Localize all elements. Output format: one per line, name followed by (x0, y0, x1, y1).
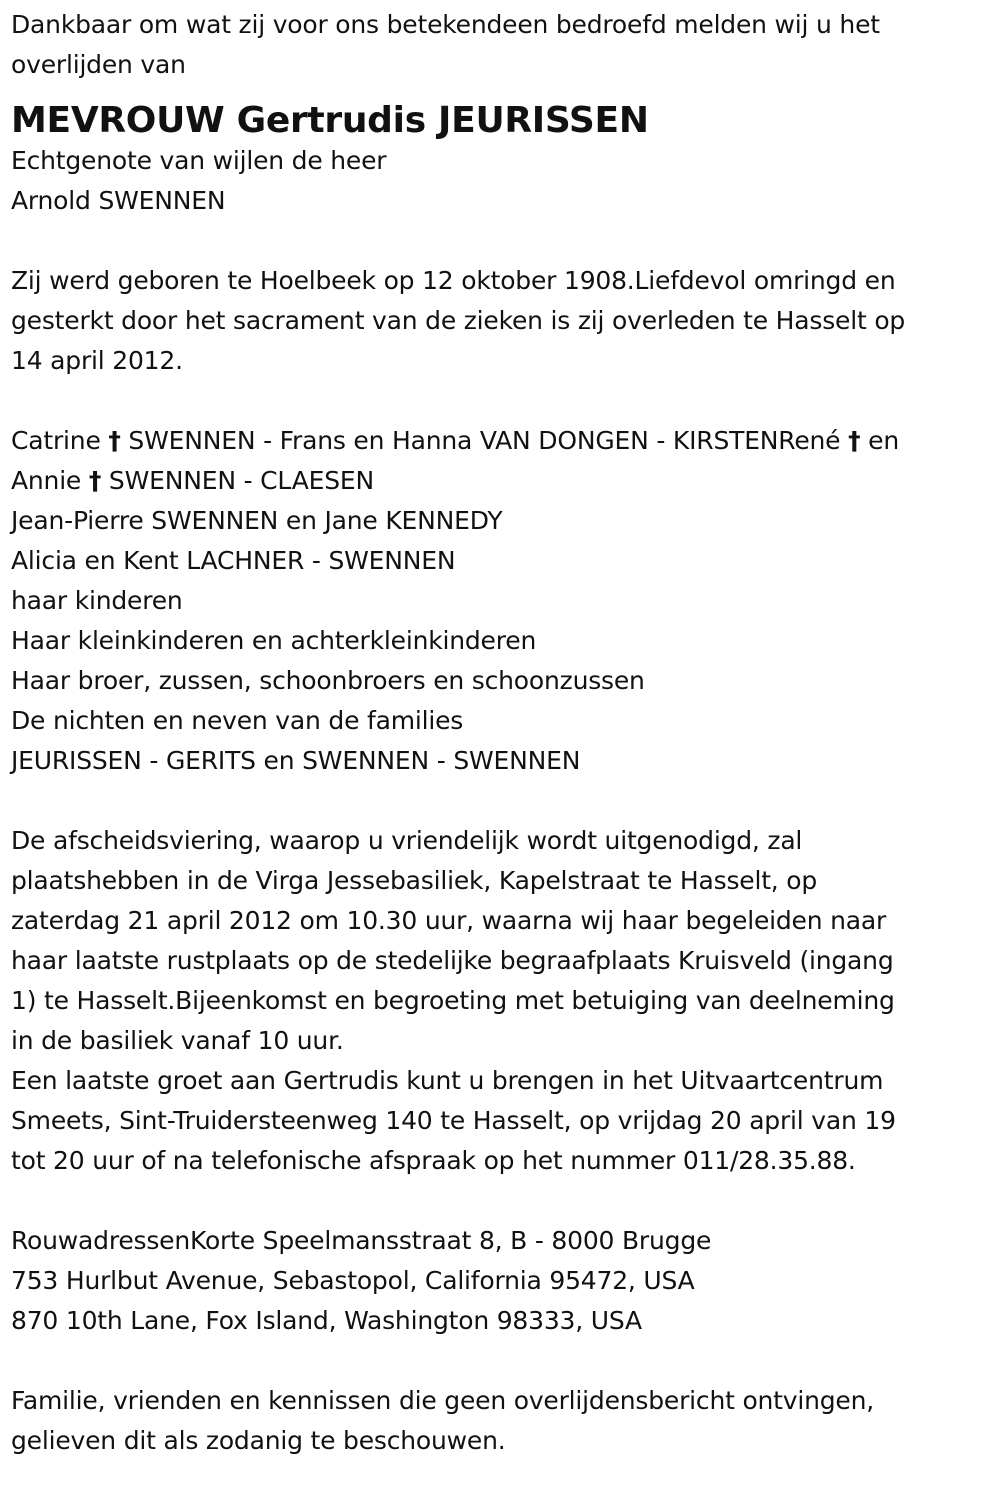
ceremony-line: Smeets, Sint-Truidersteenweg 140 te Hasselt, op vrijdag 20 april van 19 (11, 1106, 896, 1135)
family-line: Haar broer, zussen, schoonbroers en schoonzussen (11, 666, 645, 695)
ceremony-line: 1) te Hasselt.Bijeenkomst en begroeting met betuiging van deelneming (11, 986, 895, 1015)
intro-line: overlijden van (11, 50, 186, 79)
spacer (11, 221, 990, 261)
family-line: Haar kleinkinderen en achterkleinkinderen (11, 626, 537, 655)
cross-icon: † (108, 426, 121, 455)
spacer (11, 1341, 990, 1381)
family-line: De nichten en neven van de families (11, 706, 464, 735)
intro-paragraph (11, 5, 990, 85)
intro-line: Dankbaar om wat zij voor ons betekendeen bedroefd melden wij u het (11, 10, 880, 39)
closing-line: Familie, vrienden en kennissen die geen overlijdensbericht ontvingen, (11, 1386, 875, 1415)
spouse-line: Arnold SWENNEN (11, 186, 226, 215)
birth-death-line: Zij werd geboren te Hoelbeek op 12 oktober 1908.Liefdevol omringd en (11, 266, 896, 295)
family-line: Alicia en Kent LACHNER - SWENNEN (11, 546, 456, 575)
spacer (11, 781, 990, 821)
cross-icon: † (88, 466, 102, 495)
ceremony-line: Een laatste groet aan Gertrudis kunt u brengen in het Uitvaartcentrum (11, 1066, 884, 1095)
family-text: SWENNEN - CLAESEN (101, 466, 374, 495)
family-line (11, 461, 990, 501)
ceremony-line: tot 20 uur of na telefonische afspraak op het nummer 011/28.35.88. (11, 1146, 856, 1175)
closing-paragraph (11, 1381, 990, 1461)
birth-death-line: gesterkt door het sacrament van de zieken is zij overleden te Hasselt op (11, 306, 906, 335)
spouse-line: Echtgenote van wijlen de heer (11, 146, 387, 175)
family-line: JEURISSEN - GERITS en SWENNEN - SWENNEN (11, 746, 581, 775)
family-text: en (860, 426, 899, 455)
address-line: 870 10th Lane, Fox Island, Washington 98333, USA (11, 1306, 642, 1335)
spouse-paragraph (11, 141, 990, 221)
family-line: Jean-Pierre SWENNEN en Jane KENNEDY (11, 506, 503, 535)
addresses-paragraph (11, 1221, 990, 1341)
closing-line: gelieven dit als zodanig te beschouwen. (11, 1426, 506, 1455)
family-text: SWENNEN - Frans en Hanna VAN DONGEN - KIRSTENRené (120, 426, 849, 455)
family-line: haar kinderen (11, 586, 183, 615)
ceremony-line: zaterdag 21 april 2012 om 10.30 uur, waarna wij haar begeleiden naar (11, 906, 887, 935)
deceased-name: MEVROUW Gertrudis JEURISSEN (11, 100, 649, 141)
spacer (11, 381, 990, 421)
address-line: 753 Hurlbut Avenue, Sebastopol, California 95472, USA (11, 1266, 695, 1295)
birth-death-paragraph (11, 261, 990, 381)
ceremony-line: De afscheidsviering, waarop u vriendelijk wordt uitgenodigd, zal (11, 826, 803, 855)
ceremony-paragraph (11, 821, 990, 1181)
family-text: Catrine (11, 426, 109, 455)
birth-death-line: 14 april 2012. (11, 346, 183, 375)
cross-icon: † (848, 426, 861, 455)
family-text: Annie (11, 466, 89, 495)
family-paragraph (11, 421, 990, 781)
ceremony-line: plaatshebben in de Virga Jessebasiliek, Kapelstraat te Hasselt, op (11, 866, 818, 895)
ceremony-line: haar laatste rustplaats op de stedelijke begraafplaats Kruisveld (ingang (11, 946, 894, 975)
ceremony-line: in de basiliek vanaf 10 uur. (11, 1026, 344, 1055)
family-line (11, 421, 990, 461)
address-line: RouwadressenKorte Speelmansstraat 8, B - 8000 Brugge (11, 1226, 712, 1255)
spacer (11, 1181, 990, 1221)
